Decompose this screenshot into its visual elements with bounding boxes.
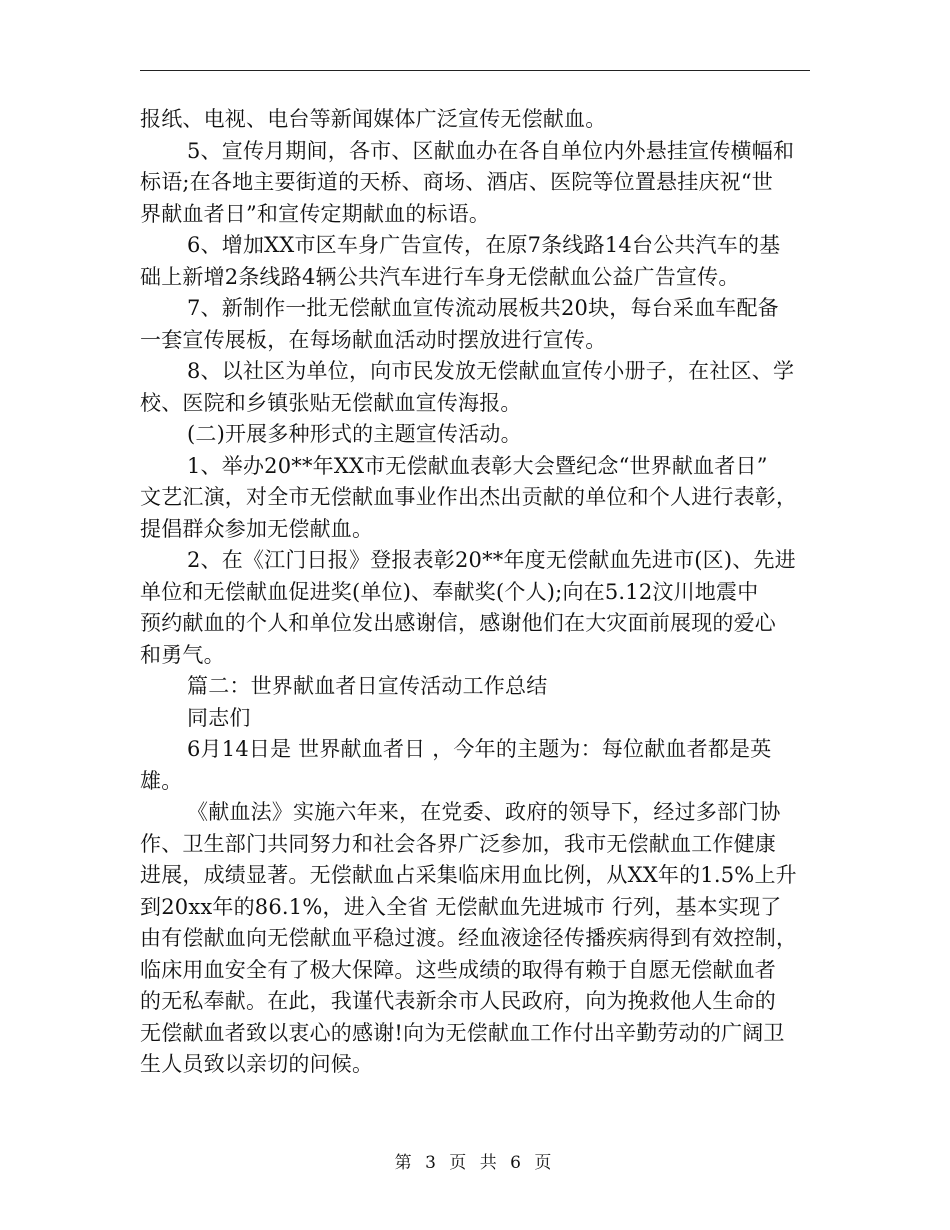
text-line: 生人员致以亲切的问候。 <box>140 1052 374 1076</box>
text-line: 和勇气。 <box>140 642 225 667</box>
text-line: 作、卫生部门共同努力和社会各界广泛参加，我市无偿献血工作健康 <box>140 831 776 856</box>
text-line: 由有偿献血向无偿献血平稳过渡。经血液途径传播疾病得到有效控制， <box>140 926 798 950</box>
text-line: 7、新制作一批无偿献血宣传流动展板共20块，每台采血车配备 <box>187 296 779 320</box>
text-line: 无偿献血者致以衷心的感谢!向为无偿献血工作付出辛勤劳动的广阔卫 <box>140 1020 785 1045</box>
text-line: 界献血者日”和宣传定期献血的标语。 <box>140 201 491 226</box>
text-line: 提倡群众参加无偿献血。 <box>140 516 374 541</box>
text-line: 的无私奉献。在此，我谨代表新余市人民政府，向为挽救他人生命的 <box>140 989 776 1013</box>
text-line: 校、医院和乡镇张贴无偿献血宣传海报。 <box>140 390 522 415</box>
text-line: 一套宣传展板，在每场献血活动时摆放进行宣传。 <box>140 327 607 352</box>
page-number: 第 3 页 共 6 页 <box>394 1153 556 1173</box>
text-line: 报纸、电视、电台等新闻媒体广泛宣传无偿献血。 <box>140 107 607 131</box>
document-body <box>140 104 810 1081</box>
text-line: 《献血法》实施六年来，在党委、政府的领导下，经过多部门协 <box>187 800 781 824</box>
text-line: 标语;在各地主要街道的天桥、商场、酒店、医院等位置悬挂庆祝“世 <box>140 170 774 194</box>
text-line: 1、举办20**年XX市无偿献血表彰大会暨纪念“世界献血者日” <box>187 453 768 478</box>
text-line: 到20xx年的86.1%，进入全省 无偿献血先进城市 行列，基本实现了 <box>140 894 782 919</box>
text-line: 础上新增2条线路4辆公共汽车进行车身无偿献血公益广告宣传。 <box>140 264 740 289</box>
text-line: 临床用血安全有了极大保障。这些成绩的取得有赖于自愿无偿献血者 <box>140 957 776 982</box>
text-line: 预约献血的个人和单位发出感谢信，感谢他们在大灾面前展现的爱心 <box>140 611 776 635</box>
text-line: 篇二：世界献血者日宣传活动工作总结 <box>187 674 548 698</box>
text-line: 雄。 <box>140 768 183 793</box>
text-line: 6月14日是 世界献血者日 ，今年的主题为：每位献血者都是英 <box>187 737 772 761</box>
text-line: 2、在《江门日报》登报表彰20**年度无偿献血先进市(区)、先进 <box>187 548 796 572</box>
text-line: (二)开展多种形式的主题宣传活动。 <box>187 422 522 446</box>
header-rule <box>140 70 810 71</box>
text-line: 同志们 <box>187 705 251 730</box>
text-line: 文艺汇演，对全市无偿献血事业作出杰出贡献的单位和个人进行表彰， <box>140 485 798 509</box>
text-line: 5、宣传月期间，各市、区献血办在各自单位内外悬挂宣传横幅和 <box>187 138 795 163</box>
text-line: 6、增加XX市区车身广告宣传，在原7条线路14台公共汽车的基 <box>187 233 781 257</box>
text-line: 进展，成绩显著。无偿献血占采集临床用血比例，从XX年的1.5%上升 <box>140 863 797 887</box>
text-line: 8、以社区为单位，向市民发放无偿献血宣传小册子，在社区、学 <box>187 359 795 383</box>
text-line: 单位和无偿献血促进奖(单位)、奉献奖(个人);向在5.12汶川地震中 <box>140 579 759 604</box>
